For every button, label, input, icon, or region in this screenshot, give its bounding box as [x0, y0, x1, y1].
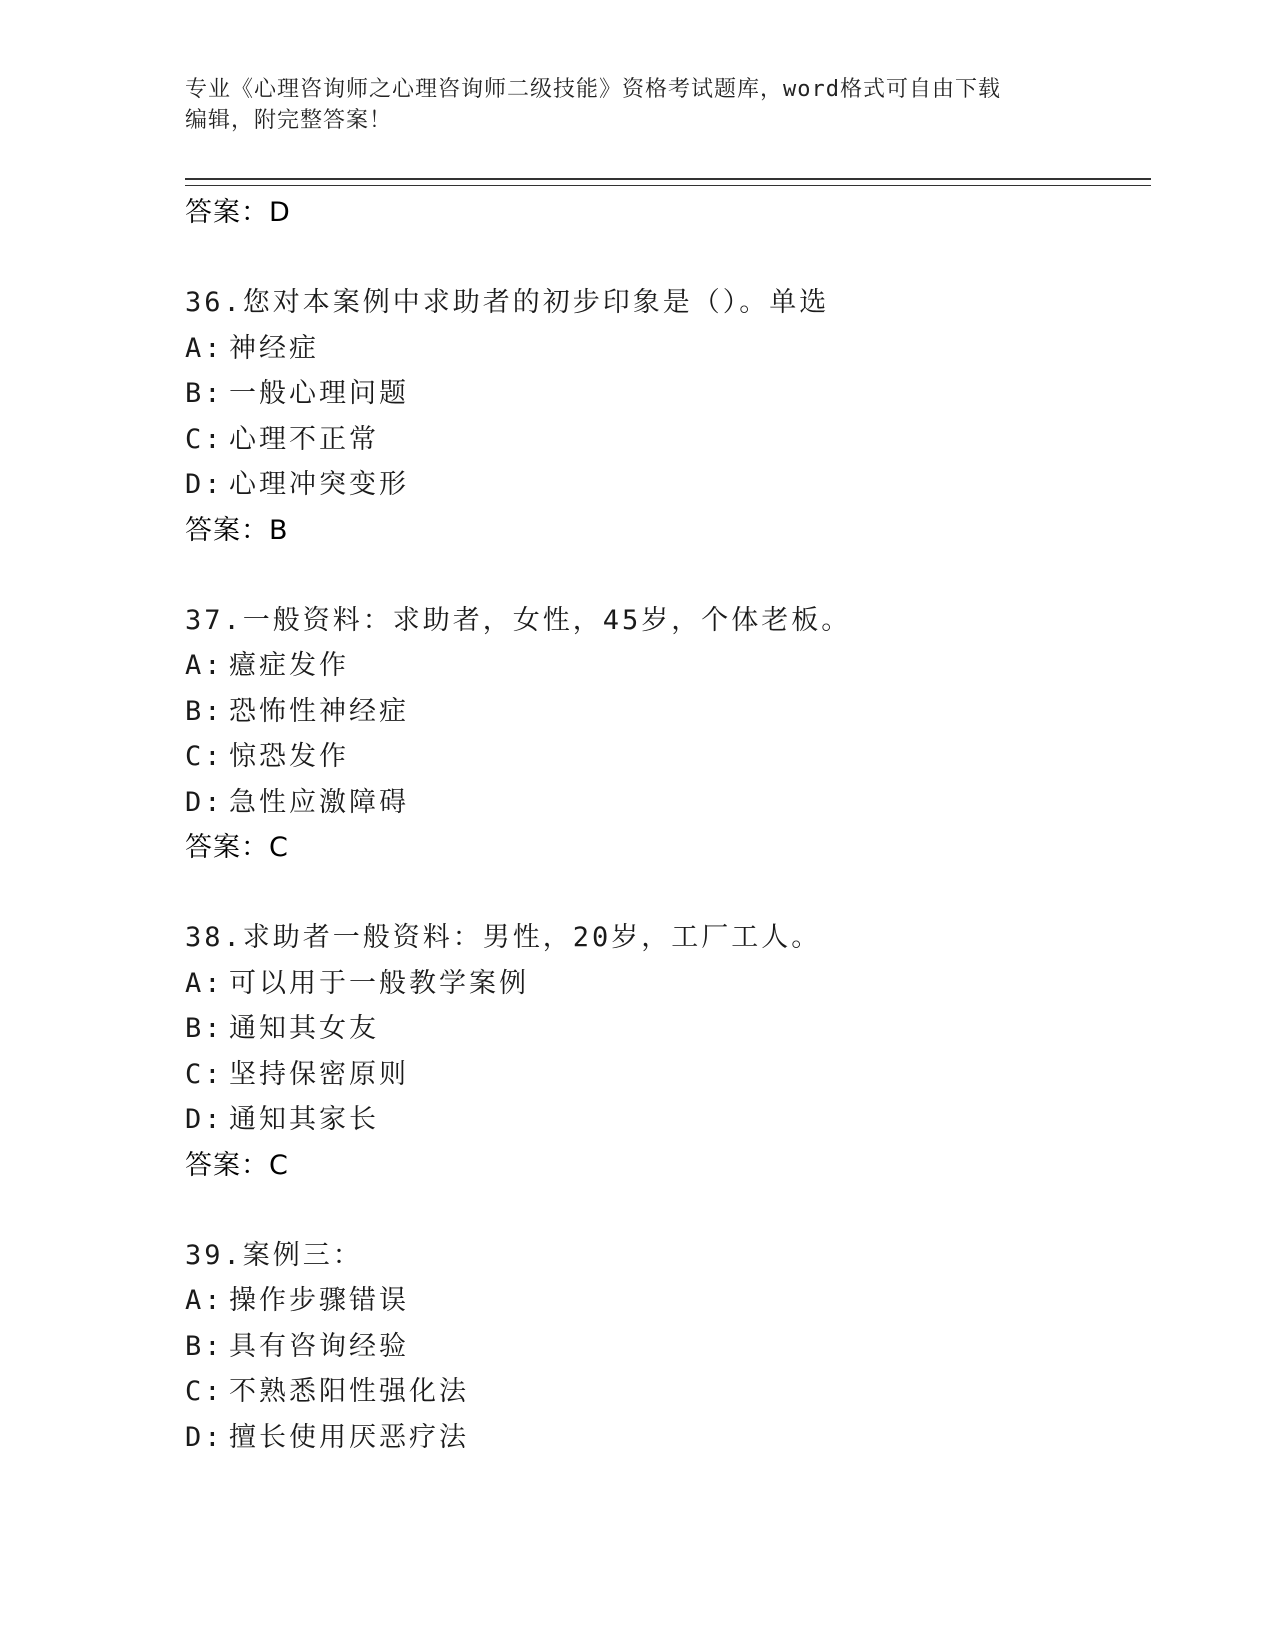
option-letter: D: — [185, 1104, 224, 1135]
option-text: 惊恐发作 — [229, 741, 349, 772]
option-text: 操作步骤错误 — [229, 1285, 409, 1316]
option-text: 通知其家长 — [229, 1104, 379, 1135]
option-letter: D: — [185, 469, 224, 500]
option-text: 不熟悉阳性强化法 — [229, 1376, 469, 1407]
question-38 — [185, 915, 1151, 1189]
option-letter: C: — [185, 741, 224, 772]
option-a — [185, 326, 1151, 372]
option-d — [185, 780, 1151, 826]
option-b — [185, 1324, 1151, 1370]
option-d — [185, 1097, 1151, 1143]
option-letter: B: — [185, 695, 224, 727]
option-text: 一般心理问题 — [229, 378, 409, 409]
option-c — [185, 1052, 1151, 1098]
option-letter: B: — [185, 1330, 224, 1362]
question-stem: 38.求助者一般资料：男性，20岁，工厂工人。 — [185, 922, 822, 953]
option-text: 心理冲突变形 — [229, 469, 409, 500]
option-letter: C: — [185, 1376, 224, 1407]
option-b — [185, 371, 1151, 417]
option-d — [185, 1415, 1151, 1461]
answer: 答案：C — [185, 832, 289, 863]
answer-35: 答案：D — [185, 197, 291, 228]
option-c — [185, 734, 1151, 780]
answer: 答案：C — [185, 1149, 289, 1181]
option-a — [185, 643, 1151, 689]
option-text: 可以用于一般教学案例 — [229, 967, 529, 999]
option-letter: B: — [185, 378, 224, 409]
option-text: 具有咨询经验 — [229, 1330, 409, 1362]
option-b — [185, 689, 1151, 735]
option-text: 癔症发作 — [229, 650, 349, 681]
option-letter: A: — [185, 1285, 224, 1316]
option-text: 坚持保密原则 — [229, 1058, 409, 1090]
option-text: 神经症 — [229, 332, 319, 364]
question-39 — [185, 1233, 1151, 1461]
option-text: 通知其女友 — [229, 1013, 379, 1044]
page-header — [185, 74, 1085, 136]
option-letter: C: — [185, 1058, 224, 1090]
option-text: 擅长使用厌恶疗法 — [229, 1421, 469, 1453]
option-letter: D: — [185, 1421, 224, 1453]
option-letter: A: — [185, 332, 224, 364]
header-divider — [185, 178, 1151, 186]
answer: 答案：B — [185, 514, 289, 546]
option-b — [185, 1006, 1151, 1052]
option-text: 恐怖性神经症 — [229, 695, 409, 727]
option-letter: D: — [185, 786, 224, 818]
option-c — [185, 1369, 1151, 1415]
option-letter: A: — [185, 967, 224, 999]
question-stem: 39.案例三： — [185, 1239, 363, 1271]
header-line-2: 编辑，附完整答案！ — [185, 108, 393, 133]
question-36 — [185, 280, 1151, 554]
option-letter: C: — [185, 423, 224, 455]
header-line-1: 专业《心理咨询师之心理咨询师二级技能》资格考试题库，word格式可自由下载 — [185, 77, 1001, 102]
option-letter: A: — [185, 650, 224, 681]
option-a — [185, 961, 1151, 1007]
question-37 — [185, 598, 1151, 872]
document-body — [185, 190, 1151, 1460]
question-stem: 36.您对本案例中求助者的初步印象是（）。单选 — [185, 287, 830, 318]
option-letter: B: — [185, 1013, 224, 1044]
option-a — [185, 1278, 1151, 1324]
option-text: 心理不正常 — [229, 423, 379, 455]
option-text: 急性应激障碍 — [229, 786, 409, 818]
option-d — [185, 462, 1151, 508]
option-c — [185, 417, 1151, 463]
question-stem: 37.一般资料：求助者，女性，45岁，个体老板。 — [185, 604, 852, 636]
